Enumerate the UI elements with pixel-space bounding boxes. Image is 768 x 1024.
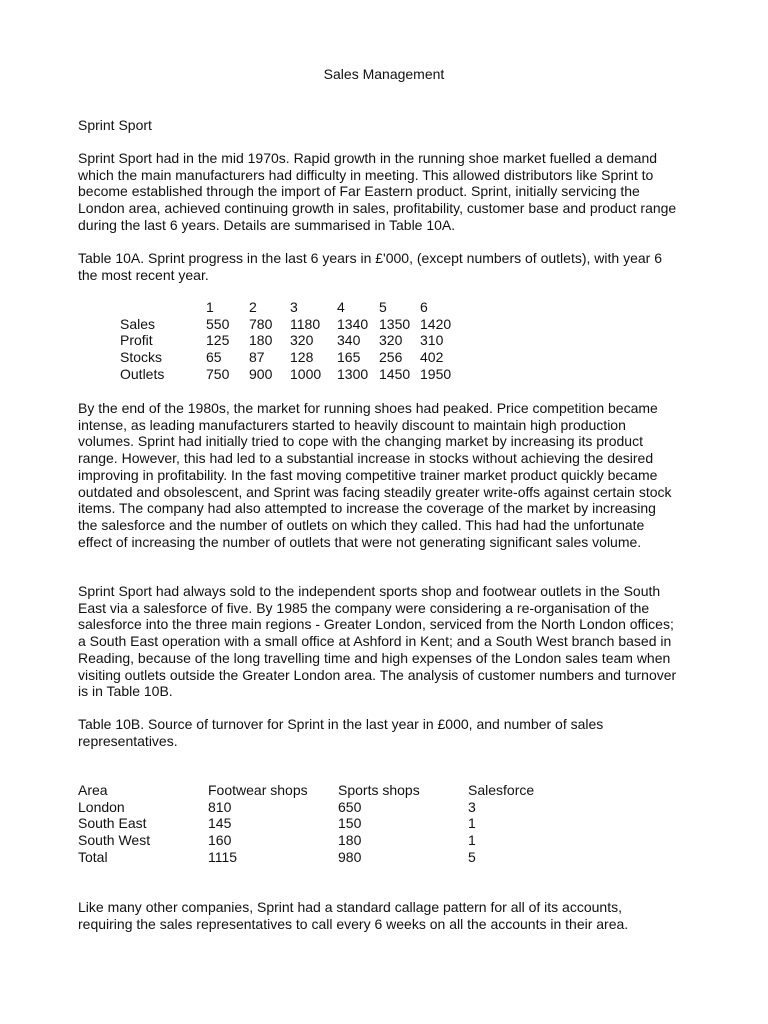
table-cell: 256 (379, 349, 403, 366)
table-cell: London (78, 798, 125, 815)
table-cell: South West (78, 832, 151, 849)
table-cell: 1 (468, 815, 476, 832)
table-cell: 900 (249, 365, 273, 382)
table-cell: 320 (290, 332, 314, 349)
table-cell: 810 (208, 798, 232, 815)
year-header: 2 (249, 299, 257, 315)
year-header: 4 (337, 299, 345, 315)
column-header: Footwear shops (208, 782, 308, 798)
year-header: 3 (290, 299, 298, 315)
table-cell: 550 (206, 315, 230, 332)
year-header: 6 (420, 299, 428, 315)
table-10b-caption: Table 10B. Source of turnover for Sprint in the last year in £000, and number of sales representatives. (78, 716, 604, 749)
table-cell: 980 (338, 848, 362, 865)
table-row (120, 332, 460, 349)
row-label: Stocks (120, 349, 163, 366)
table-cell: 780 (249, 315, 273, 332)
table-cell: 1950 (420, 365, 452, 382)
column-header: Salesforce (468, 782, 535, 798)
table-cell: 128 (290, 349, 314, 366)
table-10b-header-row (78, 782, 548, 799)
table-10b (78, 782, 548, 866)
table-cell: 150 (338, 815, 362, 832)
year-header: 1 (206, 299, 214, 315)
table-cell: 165 (337, 349, 361, 366)
table-cell: 340 (337, 332, 361, 349)
document-title: Sales Management (323, 66, 445, 82)
table-cell: 1000 (290, 365, 322, 382)
table-cell: 125 (206, 332, 230, 349)
market-paragraph: By the end of the 1980s, the market for running shoes had peaked. Price competition became intense, as leading manufacturers started to heavily discount to maintain high production volumes. Sprint had initially tried to cope with the changing market by increasing its product range. However, this had led to a substantial increase in stocks without achieving the desired improving in profitability. In the fast moving competitive trainer market product quickly became outdated and obsolescent, and Sprint was facing steadily greater write-offs against certain stock items. The company had also attempted to increase the coverage of the market by increasing the salesforce and the number of outlets on which they called. This had had the unfortunate effect of increasing the number of outlets that were not generating significant sales volume. (78, 400, 672, 550)
salesforce-paragraph: Sprint Sport had always sold to the independent sports shop and footwear outlets in the South East via a salesforce of five. By 1985 the company were considering a re-organisation of the salesforce into the three main regions - Greater London, serviced from the North London offices; a South East operation with a small office at Ashford in Kent; and a South West branch based in Reading, because of the long travelling time and high expenses of the London sales team when visiting outlets outside the Greater London area. The analysis of customer numbers and turnover is in Table 10B. (78, 583, 677, 700)
table-10a (120, 299, 460, 383)
callage-paragraph: Like many other companies, Sprint had a standard callage pattern for all of its accounts, requiring the sales representatives to call every 6 weeks on all the accounts in their area. (78, 899, 629, 932)
row-label: Outlets (120, 365, 165, 382)
table-cell: 5 (468, 848, 476, 865)
table-cell: 145 (208, 815, 232, 832)
table-cell: 310 (420, 332, 444, 349)
table-cell: 1115 (208, 848, 238, 865)
table-10a-header-row (120, 299, 460, 316)
table-row (120, 349, 460, 366)
intro-paragraph: Sprint Sport had in the mid 1970s. Rapid growth in the running shoe market fuelled a demand which the main manufacturers had difficulty in meeting. This allowed distributors like Sprint to become established through the import of Far Eastern product. Sprint, initially servicing the London area, achieved continuing growth in sales, profitability, customer base and product range during the last 6 years. Details are summarised in Table 10A. (78, 150, 677, 233)
table-cell: 160 (208, 832, 232, 849)
column-header: Area (78, 782, 108, 798)
table-row (120, 366, 460, 383)
year-header: 5 (379, 299, 387, 315)
table-cell: 1350 (379, 315, 411, 332)
table-row (78, 799, 548, 816)
table-cell: 180 (338, 832, 362, 849)
table-row (78, 815, 548, 832)
table-cell: 1180 (290, 315, 321, 332)
table-row (78, 849, 548, 866)
case-title: Sprint Sport (78, 117, 152, 133)
table-cell: 1450 (379, 365, 411, 382)
table-cell: Total (78, 848, 108, 865)
column-header: Sports shops (338, 782, 420, 798)
table-cell: 402 (420, 349, 444, 366)
row-label: Sales (120, 315, 156, 332)
table-row (78, 832, 548, 849)
table-cell: 65 (206, 349, 222, 366)
table-cell: 1 (468, 832, 476, 849)
table-cell: 320 (379, 332, 403, 349)
row-label: Profit (120, 332, 153, 349)
table-cell: 750 (206, 365, 230, 382)
table-cell: 1420 (420, 315, 452, 332)
table-cell: South East (78, 815, 147, 832)
table-cell: 650 (338, 798, 362, 815)
table-cell: 1340 (337, 315, 369, 332)
table-cell: 180 (249, 332, 273, 349)
table-cell: 3 (468, 798, 476, 815)
table-10a-caption: Table 10A. Sprint progress in the last 6 years in £'000, (except numbers of outlets), with year 6 the most recent year. (78, 250, 662, 283)
table-row (120, 316, 460, 333)
table-cell: 87 (249, 349, 265, 366)
table-cell: 1300 (337, 365, 369, 382)
